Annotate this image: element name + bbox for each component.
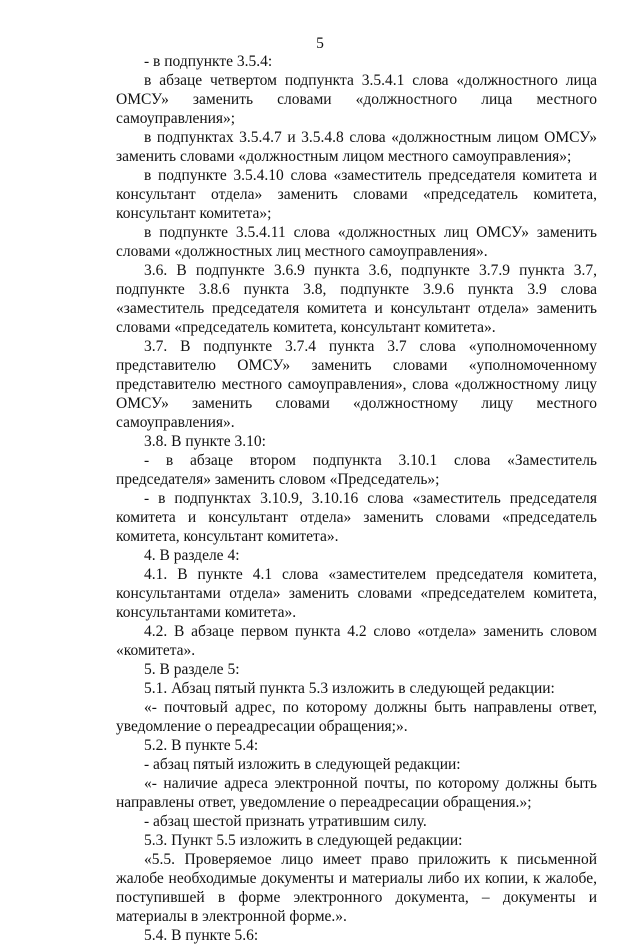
paragraph: 3.7. В подпункте 3.7.4 пункта 3.7 слова «уполномоченному представителю ОМСУ» заменить словами «уполномоченному представителю местного самоуправления», слова «должностному лицу ОМСУ» заменить словами «должностному лицу местного самоуправления». xyxy=(116,338,597,431)
paragraph: 5.2. В пункте 5.4: xyxy=(144,737,259,754)
paragraph: - в подпункте 3.5.4: xyxy=(144,53,273,70)
paragraph: 3.8. В пункте 3.10: xyxy=(144,433,266,450)
paragraph: - в абзаце втором подпункта 3.10.1 слова «Заместитель председателя» заменить словом «Председатель»; xyxy=(116,452,597,488)
paragraph: 4.2. В абзаце первом пункта 4.2 слово «отдела» заменить словом «комитета». xyxy=(116,623,597,659)
paragraph: 3.6. В подпункте 3.6.9 пункта 3.6, подпункте 3.7.9 пункта 3.7, подпункте 3.8.6 пункта 3.8, подпункте 3.9.6 пункта 3.9 слова «заместитель председателя комитета и консультант отдела» заменить словами «председатель комитета, консультант комитета». xyxy=(116,262,597,336)
paragraph: в подпунктах 3.5.4.7 и 3.5.4.8 слова «должностным лицом ОМСУ» заменить словами «должностным лицом местного самоуправления»; xyxy=(116,129,597,165)
paragraph: в подпункте 3.5.4.11 слова «должностных лиц ОМСУ» заменить словами «должностных лиц местного самоуправления». xyxy=(116,224,597,260)
paragraph: 5. В разделе 5: xyxy=(144,661,240,678)
paragraph: в абзаце четвертом подпункта 3.5.4.1 слова «должностного лица ОМСУ» заменить словами «должностного лица местного самоуправления»; xyxy=(116,72,597,127)
paragraph: - в подпунктах 3.10.9, 3.10.16 слова «заместитель председателя комитета и консультант отдела» заменить словами «председатель комитета, консультант комитета». xyxy=(116,490,597,545)
paragraph: «5.5. Проверяемое лицо имеет право приложить к письменной жалобе необходимые документы и материалы либо их копии, к жалобе, поступившей в форме электронного документа, – документы и материалы в электронной форме.». xyxy=(116,851,597,925)
page-number: 5 xyxy=(316,35,324,52)
paragraph: «- почтовый адрес, по которому должны быть направлены ответ, уведомление о переадресации обращения;». xyxy=(116,699,597,735)
paragraph: в подпункте 3.5.4.10 слова «заместитель председателя комитета и консультант отдела» заменить словами «председатель комитета, консультант комитета»; xyxy=(116,167,597,222)
paragraph: 5.3. Пункт 5.5 изложить в следующей редакции: xyxy=(144,832,463,849)
paragraph: «- наличие адреса электронной почты, по которому должны быть направлены ответ, уведомление о переадресации обращения.»; xyxy=(116,775,597,811)
paragraph: 4.1. В пункте 4.1 слова «заместителем председателя комитета, консультантами отдела» заменить словами «председателем комитета, консультантами комитета». xyxy=(116,566,597,621)
document-body xyxy=(116,52,597,945)
paragraph: 5.1. Абзац пятый пункта 5.3 изложить в следующей редакции: xyxy=(144,680,555,697)
paragraph: 5.4. В пункте 5.6: xyxy=(144,927,259,944)
paragraph: 4. В разделе 4: xyxy=(144,547,240,564)
paragraph: - абзац пятый изложить в следующей редакции: xyxy=(144,756,461,773)
paragraph: - абзац шестой признать утратившим силу. xyxy=(144,813,427,830)
